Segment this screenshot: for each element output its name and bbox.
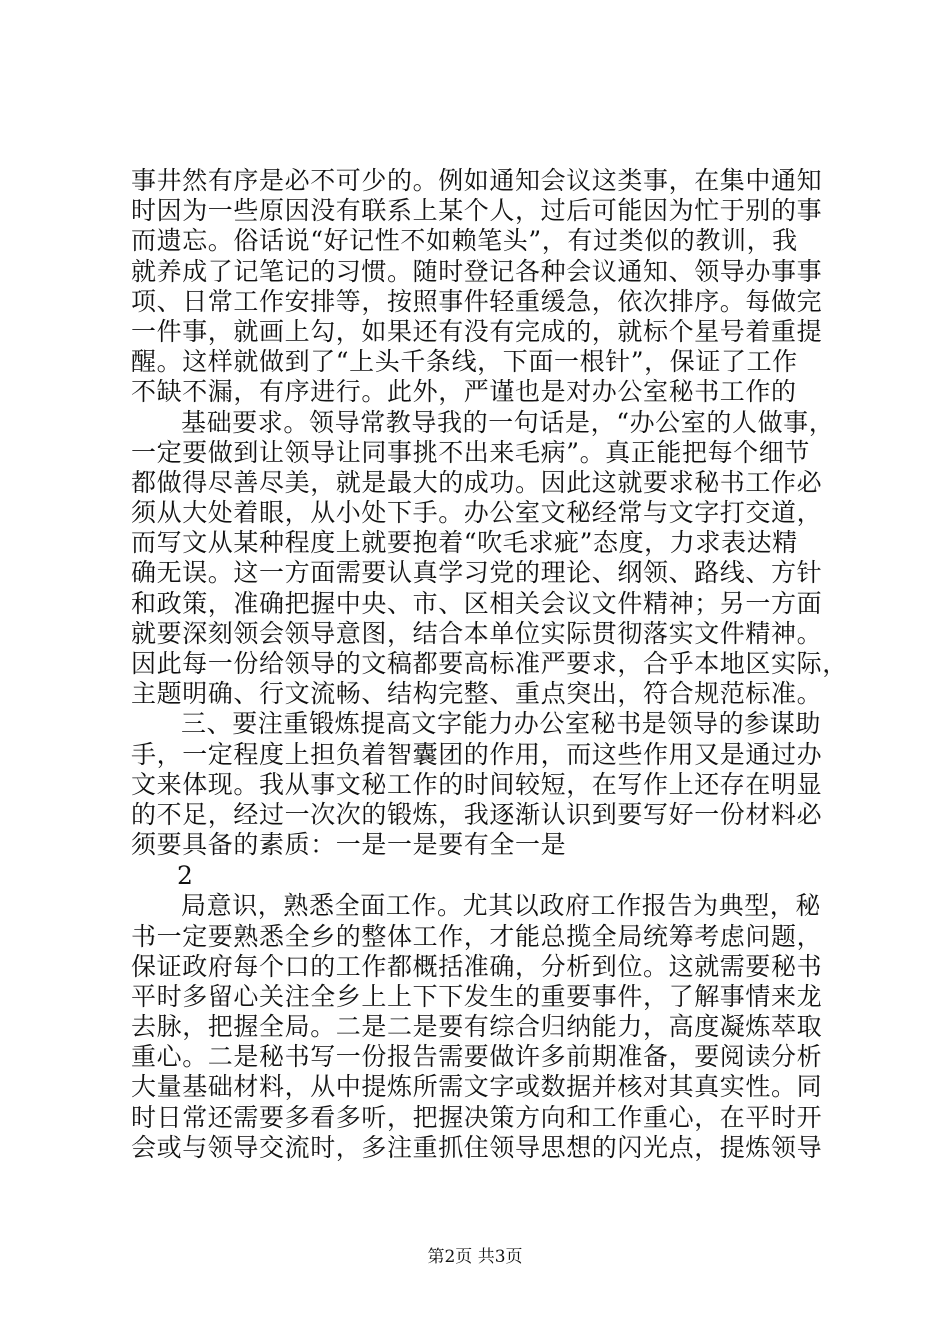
text-line: 而写文从某种程度上就要抱着“吹毛求疵”态度，力求表达精 <box>131 528 798 558</box>
text-line: 重心。二是秘书写一份报告需要做许多前期准备，要阅读分析 <box>131 1042 823 1072</box>
text-line: 事井然有序是必不可少的。例如通知会议这类事，在集中通知 <box>131 166 823 195</box>
text-line: 的不足，经过一次次的锻炼，我逐渐认识到要写好一份材料必 <box>131 799 823 829</box>
paragraph-start-line: 三、要注重锻炼提高文字能力办公室秘书是领导的参谋助 <box>181 709 822 739</box>
text-line: 一定要做到让领导让同事挑不出来毛病”。真正能把每个细节 <box>131 437 810 467</box>
text-line: 项、日常工作安排等，按照事件轻重缓急，依次排序。每做完 <box>131 286 823 316</box>
text-line: 书一定要熟悉全乡的整体工作，才能总揽全局统筹考虑问题， <box>131 921 823 951</box>
text-line: 因此每一份给领导的文稿都要高标准严要求，合乎本地区实际， <box>131 649 848 678</box>
text-line: 文来体现。我从事文秘工作的时间较短，在写作上还存在明显 <box>131 769 823 799</box>
text-line: 和政策，准确把握中央、市、区相关会议文件精神；另一方面 <box>131 588 823 618</box>
text-line: 而遗忘。俗话说“好记性不如赖笔头”，有过类似的教训，我 <box>131 226 798 256</box>
text-line: 大量基础材料，从中提炼所需文字或数据并核对其真实性。同 <box>131 1072 823 1102</box>
text-line: 主题明确、行文流畅、结构完整、重点突出，符合规范标准。 <box>131 679 823 709</box>
text-line: 醒。这样就做到了“上头千条线，下面一根针”，保证了工作 <box>131 347 798 377</box>
text-line: 会或与领导交流时，多注重抓住领导思想的闪光点，提炼领导 <box>131 1132 823 1162</box>
text-line: 须从大处着眼，从小处下手。办公室文秘经常与文字打交道， <box>131 498 823 528</box>
text-line: 时日常还需要多看多听，把握决策方向和工作重心，在平时开 <box>131 1102 823 1132</box>
text-line: 须要具备的素质：一是一是要有全一是 <box>131 830 567 860</box>
text-line: 都做得尽善尽美，就是最大的成功。因此这就要求秘书工作必 <box>131 467 823 497</box>
inline-page-number: 2 <box>177 861 194 891</box>
text-line: 就要深刻领会领导意图，结合本单位实际贯彻落实文件精神。 <box>131 618 823 648</box>
text-line: 手，一定程度上担负着智囊团的作用，而这些作用又是通过办 <box>131 739 823 769</box>
text-line: 不缺不漏，有序进行。此外，严谨也是对办公室秘书工作的 <box>131 377 797 407</box>
text-line: 确无误。这一方面需要认真学习党的理论、纲领、路线、方针 <box>131 558 823 588</box>
paragraph-start-line: 基础要求。领导常教导我的一句话是，“办公室的人做事， <box>181 407 835 437</box>
text-line: 时因为一些原因没有联系上某个人，过后可能因为忙于别的事 <box>131 196 823 226</box>
text-line: 去脉，把握全局。二是二是要有综合归纳能力，高度凝炼萃取 <box>131 1012 823 1042</box>
text-line: 就养成了记笔记的习惯。随时登记各种会议通知、领导办事事 <box>131 256 823 286</box>
paragraph-start-line: 局意识，熟悉全面工作。尤其以政府工作报告为典型，秘 <box>181 891 822 921</box>
text-line: 平时多留心关注全乡上上下下发生的重要事件，了解事情来龙 <box>131 981 823 1011</box>
document-body <box>131 166 848 1163</box>
page-footer: 第2页 共3页 <box>427 1247 523 1267</box>
text-line: 保证政府每个口的工作都概括准确，分析到位。这就需要秘书 <box>131 951 823 981</box>
text-line: 一件事，就画上勾，如果还有没有完成的，就标个星号着重提 <box>131 316 823 346</box>
